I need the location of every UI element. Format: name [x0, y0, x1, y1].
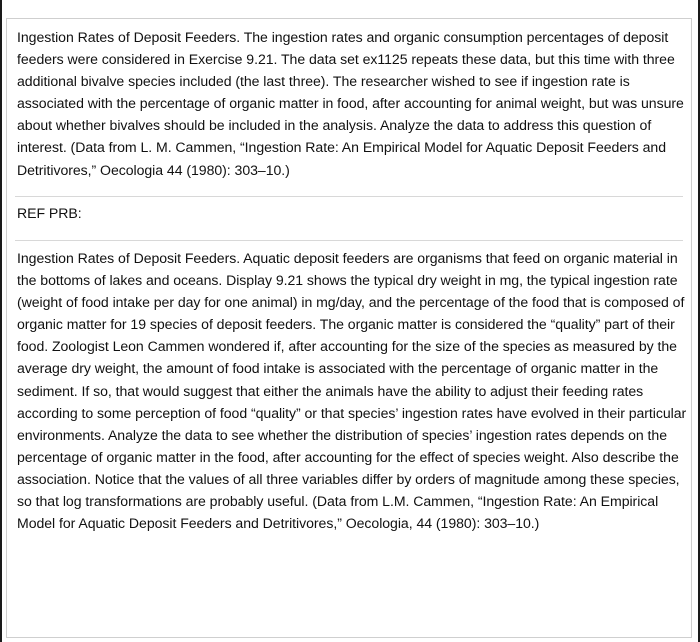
document-box [6, 18, 692, 638]
reference-paragraph: Ingestion Rates of Deposit Feeders. Aquatic deposit feeders are organisms that feed on organic material in the bottoms of lakes and oceans. Display 9.21 shows the typical dry weight in mg, the typical ingestion rate (weight of food intake per day for one animal) in mg/day, and the percentage of the food that is composed of organic matter for 19 species of deposit feeders. The organic matter is considered the “quality” part of their food. Zoologist Leon Cammen wondered if, after accounting for the size of the species as measured by the average dry weight, the amount of food intake is associated with the percentage of organic matter in the sediment. If so, that would suggest that either the animals have the ability to adjust their feeding rates according to some perception of food “quality” or that species’ ingestion rates have evolved in their particular environments. Analyze the data to see whether the distribution of species’ ingestion rates depends on the percentage of organic matter in the food, after accounting for the effect of species weight. Also describe the association. Notice that the values of all three variables differ by orders of magnitude among these species, so that log transformations are probably useful. (Data from L.M. Cammen, “Ingestion Rate: An Empirical Model for Aquatic Deposit Feeders and Detritivores,” Oecologia, 44 (1980): 303–10.) [17, 250, 687, 532]
divider [15, 196, 683, 197]
problem-paragraph: Ingestion Rates of Deposit Feeders. The ingestion rates and organic consumption percentages of deposit feeders were considered in Exercise 9.21. The data set ex1125 repeats these data, but this time with three additional bivalve species included (the last three). The researcher wished to see if ingestion rate is associated with the percentage of organic matter in food, after accounting for animal weight, but was unsure about whether bivalves should be included in the analysis. Analyze the data to address this question of interest. (Data from L. M. Cammen, “Ingestion Rate: An Empirical Model for Aquatic Deposit Feeders and Detritivores,” Oecologia 44 (1980): 303–10.) [17, 29, 684, 178]
ref-label: REF PRB: [17, 205, 82, 221]
divider [15, 240, 683, 241]
